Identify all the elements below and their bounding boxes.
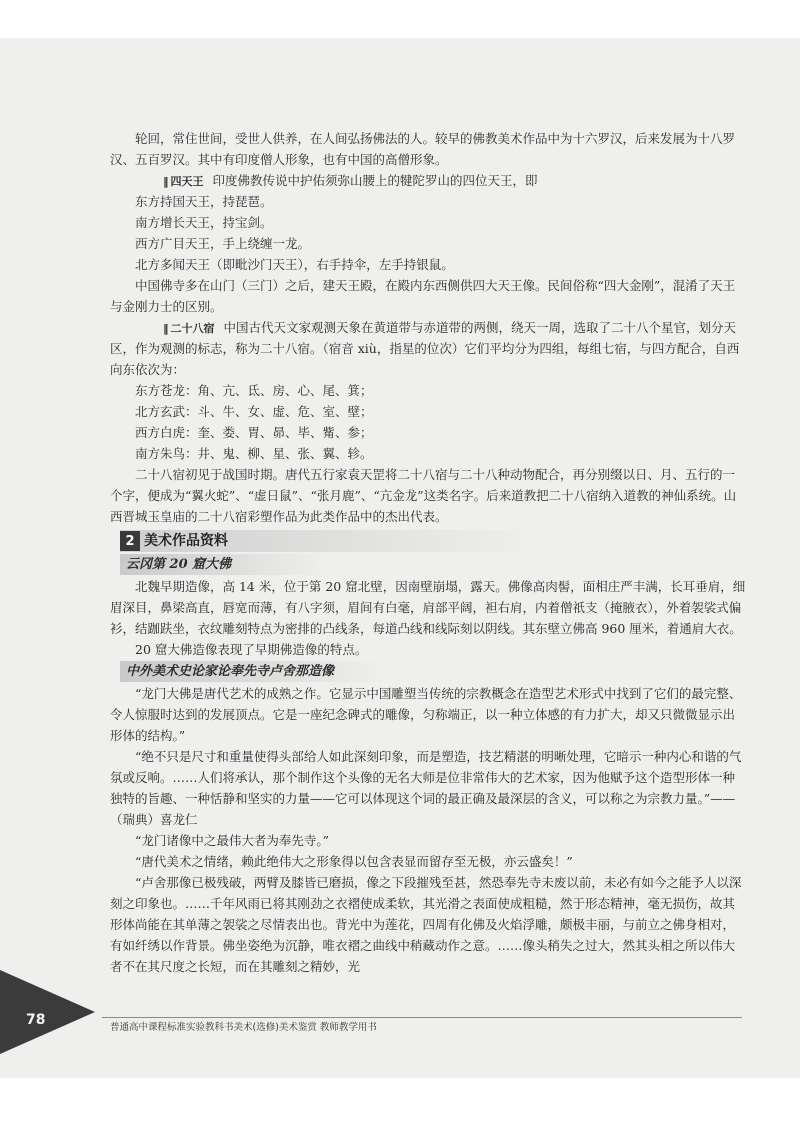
quote-paragraph: “龙门大佛是唐代艺术的成熟之作。它显示中国雕塑当传统的宗教概念在造型艺术形式中找到了它们的最完整、令人惊服时达到的发展顶点。它是一座纪念碑式的雕像，匀称端正，以一种立体感的有力扩大，却又只微微显示出形体的结构。” [110,686,742,743]
list-item: 东方苍龙：角、亢、氐、房、心、尾、箕； [135,383,373,398]
footer-book-title: 普通高中课程标准实验教科书美术(选修)美术鉴赏 教师教学用书 [110,1022,377,1033]
paragraph-mansions-history: 二十八宿初见于战国时期。唐代五行家袁天罡将二十八宿与二十八种动物配合，再分别缀以日、月、五行的一个字，便成为“翼火蛇”、“虚日鼠”、“张月鹿”、“亢金龙”这类名字。后来道教把二十八宿纳入道教的神仙系统。山西晋城玉皇庙的二十八宿彩塑作品为此类作品中的杰出代表。 [110,467,737,524]
list-item: 西方白虎：奎、娄、胃、昴、毕、觜、参； [135,425,373,440]
page-content [110,128,746,977]
quote-paragraph: “唐代美术之情绪，赖此绝伟大之形象得以包含表显而留存至无极，亦云盛矣！” [135,854,573,869]
subheading-fengxian: 中外美术史论家论奉先寺卢舍那造像 [120,661,386,682]
quote-paragraph: “龙门诸像中之最伟大者为奉先寺。” [135,833,330,848]
definition-28-mansions [110,317,746,380]
list-item: 北方多闻天王（即毗沙门天王），右手持伞，左手持银鼠。 [135,257,454,272]
paragraph-yungang-description: 北魏早期造像，高 14 米，位于第 20 窟北壁，因南壁崩塌，露天。佛像高肉髻，面相庄严丰满，长耳垂肩，细眉深目，鼻梁高直，唇宽而薄，有八字须，眉间有白毫，肩部平阔，袒右肩，内着僧祇支（掩腋衣），外着袈裟式偏衫，结跏趺坐，衣纹雕刻特点为密排的凸线条，每道凸线和线际刻以阴线。其东壁立佛高 960 厘米，着通肩大衣。 [110,579,746,636]
paragraph-temple: 中国佛寺多在山门（三门）之后，建天王殿，在殿内东西侧供四大天王像。民间俗称“四大金刚”，混淆了天王与金刚力士的区别。 [110,278,736,314]
definition-text: 中国古代天文家观测天象在黄道带与赤道带的两侧，绕天一周，选取了二十八个星官，划分天区，作为观测的标志，称为二十八宿。（宿音 xiù，指星的位次）它们平均分为四组，每组七宿，与四方配合，自西向东依次为： [110,320,740,377]
subheading-yungang: 云冈第 20 窟大佛 [120,554,326,575]
term-label-28-mansions: ‖ 二十八宿 [135,322,218,336]
list-item: 南方朱鸟：井、鬼、柳、星、张、翼、轸。 [135,446,373,461]
footer-divider [102,1017,742,1018]
paragraph-yungang-summary: 20 窟大佛造像表现了早期佛造像的特点。 [135,642,368,657]
term-label-four-kings: ‖ 四天王 [135,175,207,189]
list-item: 东方持国天王，持琵琶。 [135,194,273,209]
list-item: 南方增长天王，持宝剑。 [135,215,273,230]
definition-text: 印度佛教传说中护佑须弥山腰上的犍陀罗山的四位天王，即 [212,173,538,188]
section-number-badge: 2 [120,531,140,551]
page-number: 78 [26,1012,46,1028]
section-heading [120,530,540,552]
page-corner-triangle [0,970,95,1054]
section-title: 美术作品资料 [144,532,228,549]
definition-four-kings [110,170,746,191]
quote-paragraph: “卢舍那像已极残破，两臂及膝皆已磨损，像之下段摧残至甚，然恐奉先寺未废以前，未必有如今之能予人以深刻之印象也。……千年风雨已将其刚劲之衣褶使成柔软，其光滑之表面使成粗糙，然于形态精神，毫无损伤，故其形体尚能在其单薄之袈裟之尽情表出也。背光中为莲花，四周有化佛及火焰浮雕，颇极丰丽，与前立之佛身相对，有如纤绣以作背景。佛坐姿绝为沉静，唯衣褶之曲线中稍藏动作之意。……像头稍失之过大，然其头相之所以伟大者不在其尺度之长短，而在其雕刻之精妙，光 [110,875,742,974]
paragraph-arhat: 轮回，常住世间，受世人供养，在人间弘扬佛法的人。较早的佛教美术作品中为十六罗汉，后来发展为十八罗汉、五百罗汉。其中有印度僧人形象，也有中国的高僧形象。 [110,131,736,167]
page [0,38,800,1078]
quote-paragraph: “绝不只是尺寸和重量使得头部给人如此深刻印象，而是塑造，技艺精湛的明晰处理，它暗示一种内心和谐的气氛或反响。……人们将承认，那个制作这个头像的无名大师是位非常伟大的艺术家，因为他赋予这个造型形体一种独特的旨趣、一种恬静和坚实的力量——它可以体现这个词的最正确及最深层的含义，可以称之为宗教力量。”——（瑞典）喜龙仁 [110,749,742,827]
list-item: 北方玄武：斗、牛、女、虚、危、室、壁； [135,404,373,419]
list-item: 西方广目天王，手上绕缠一龙。 [135,236,311,251]
